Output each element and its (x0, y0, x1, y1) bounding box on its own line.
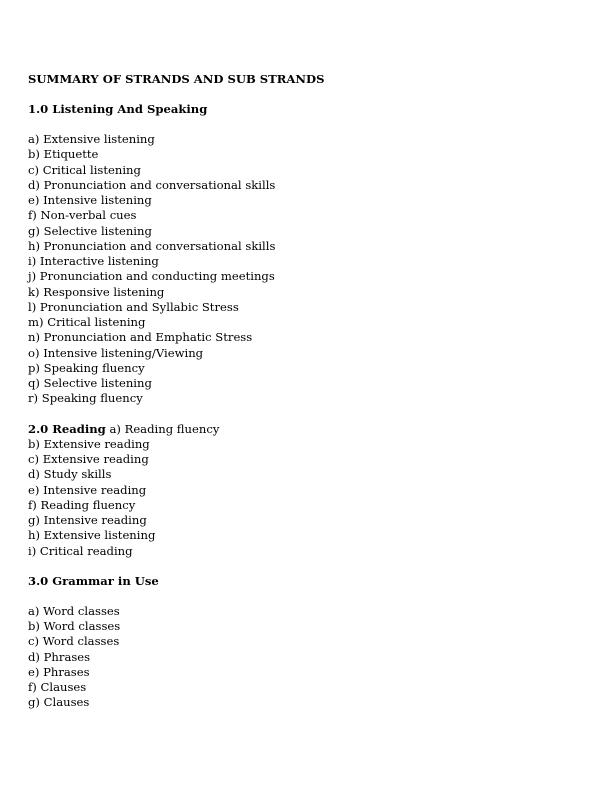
section-heading-reading: 2.0 Reading (28, 421, 106, 436)
list-item: f) Non-verbal cues (28, 208, 137, 223)
list-item: e) Intensive reading (28, 482, 147, 497)
spacer (28, 407, 588, 422)
list-item: l) Pronunciation and Syllabic Stress (28, 299, 239, 314)
list-item: a) Reading fluency (109, 421, 220, 436)
list-item: g) Clauses (28, 695, 90, 710)
list-item: g) Selective listening (28, 223, 152, 238)
list-item: i) Interactive listening (28, 254, 159, 268)
list-item: e) Phrases (28, 664, 90, 679)
spacer (28, 117, 588, 132)
list-item: b) Word classes (28, 619, 121, 633)
list-item: k) Responsive listening (28, 284, 165, 299)
list-item: b) Etiquette (28, 147, 99, 162)
spacer (28, 559, 588, 574)
list-item: i) Critical reading (28, 543, 133, 558)
listening-speaking-list (28, 132, 588, 407)
list-item: d) Study skills (28, 467, 112, 482)
list-item: e) Intensive listening (28, 193, 152, 207)
list-item: c) Critical listening (28, 162, 141, 177)
list-item: c) Word classes (28, 634, 120, 649)
list-item: m) Critical listening (28, 315, 146, 329)
list-item: j) Pronunciation and conducting meetings (28, 269, 275, 284)
list-item: a) Word classes (28, 603, 120, 618)
list-item: f) Reading fluency (28, 497, 136, 512)
list-item: r) Speaking fluency (28, 391, 143, 406)
list-item: f) Clauses (28, 680, 87, 694)
spacer (28, 589, 588, 604)
list-item: d) Phrases (28, 649, 91, 664)
document-title: SUMMARY OF STRANDS AND SUB STRANDS (28, 72, 325, 86)
list-item: n) Pronunciation and Emphatic Stress (28, 330, 253, 345)
list-item: h) Extensive listening (28, 528, 156, 543)
list-item: b) Extensive reading (28, 436, 150, 451)
list-item: h) Pronunciation and conversational skills (28, 238, 276, 253)
list-item: c) Extensive reading (28, 452, 149, 466)
document-page (28, 72, 588, 711)
section-heading-reading-line (28, 422, 588, 437)
grammar-list (28, 604, 588, 711)
list-item: o) Intensive listening/Viewing (28, 345, 204, 360)
list-item: a) Extensive listening (28, 132, 155, 146)
spacer (28, 87, 588, 102)
section-heading-listening-speaking: 1.0 Listening And Speaking (28, 102, 208, 116)
list-item: g) Intensive reading (28, 513, 147, 527)
list-item: p) Speaking fluency (28, 360, 145, 375)
list-item: d) Pronunciation and conversational skills (28, 177, 276, 192)
reading-list (28, 437, 588, 559)
list-item: q) Selective listening (28, 376, 152, 390)
section-heading-grammar: 3.0 Grammar in Use (28, 573, 159, 588)
